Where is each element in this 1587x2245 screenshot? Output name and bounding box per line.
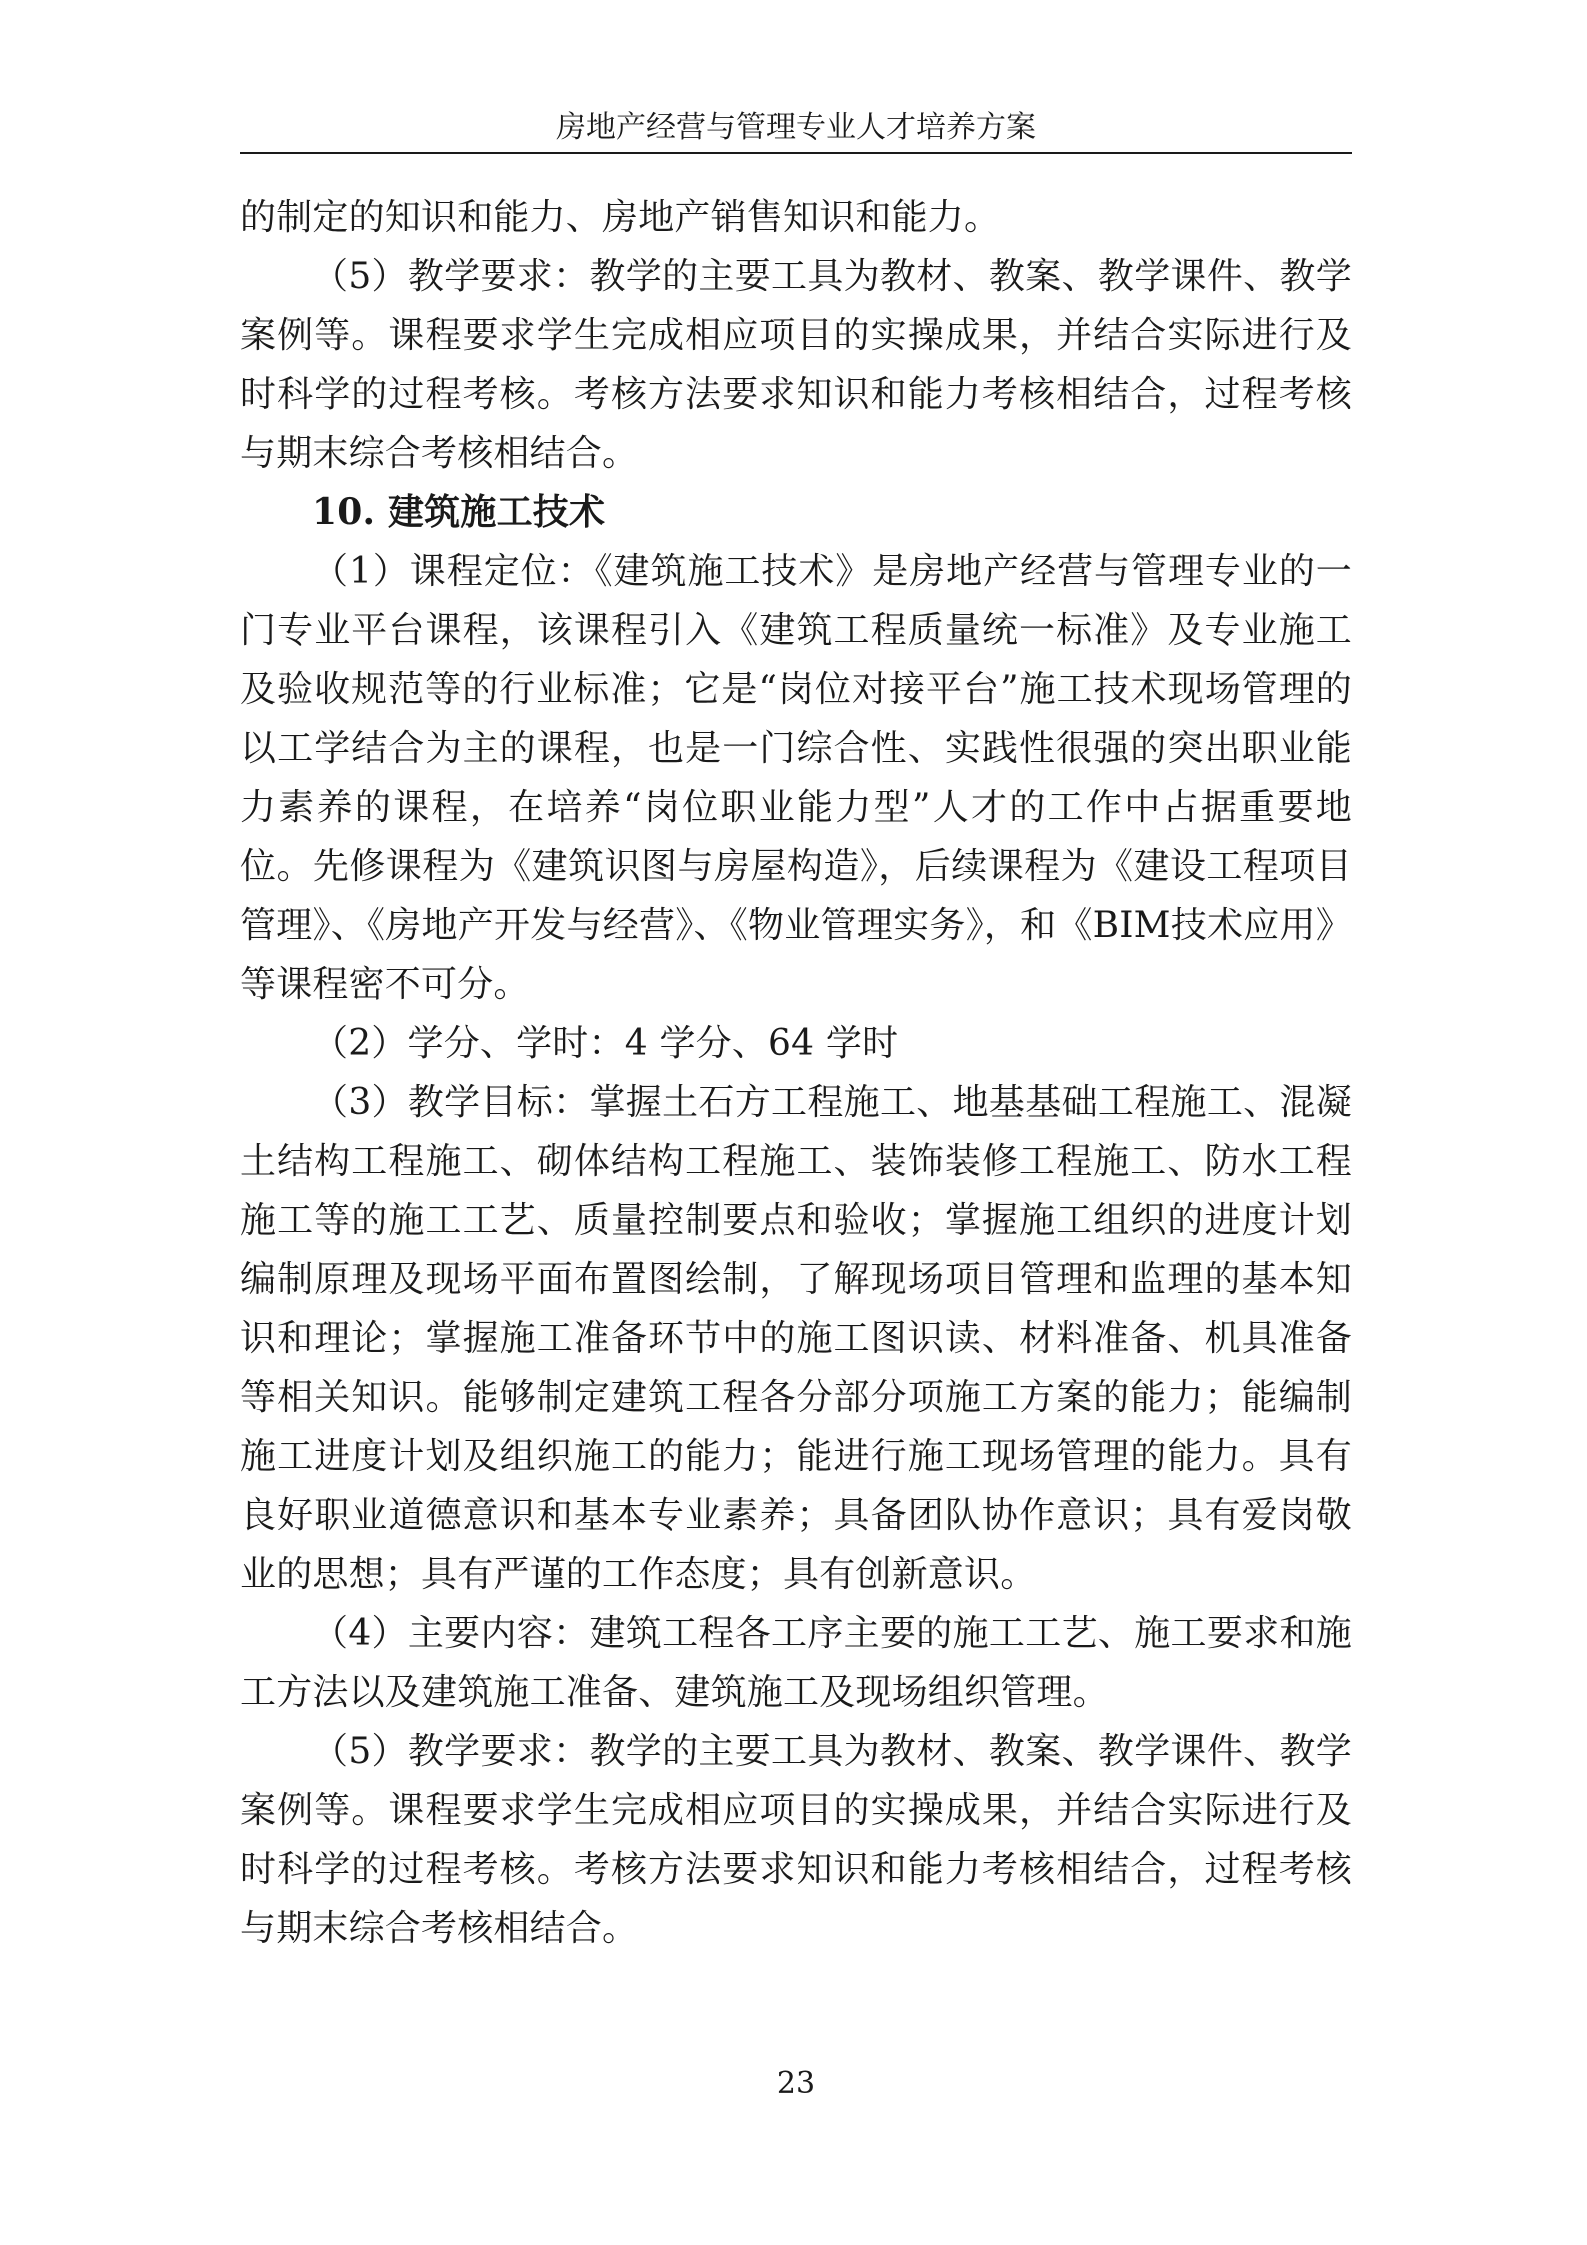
- paragraph-teaching-objectives: （3）教学目标：掌握土石方工程施工、地基基础工程施工、混凝土结构工程施工、砌体结构工程施工、装饰装修工程施工、防水工程施工等的施工工艺、质量控制要点和验收；掌握施工组织的进度计划编制原理及现场平面布置图绘制，了解现场项目管理和监理的基本知识和理论；掌握施工准备环节中的施工图识读、材料准备、机具准备等相关知识。能够制定建筑工程各分部分项施工方案的能力；能编制施工进度计划及组织施工的能力；能进行施工现场管理的能力。具有良好职业道德意识和基本专业素养；具备团队协作意识；具有爱岗敬业的思想；具有严谨的工作态度；具有创新意识。: [240, 1082, 1352, 1595]
- paragraph-teaching-requirements-9: （5）教学要求：教学的主要工具为教材、教案、教学课件、教学案例等。课程要求学生完成相应项目的实操成果，并结合实际进行及时科学的过程考核。考核方法要求知识和能力考核相结合，过程考核与期末综合考核相结合。: [240, 256, 1352, 474]
- page-body: [240, 188, 1352, 1958]
- paragraph-credits-hours: （2）学分、学时：4 学分、64 学时: [312, 1023, 899, 1064]
- page-number: 23: [776, 2066, 816, 2101]
- paragraph-teaching-requirements-10: （5）教学要求：教学的主要工具为教材、教案、教学课件、教学案例等。课程要求学生完成相应项目的实操成果，并结合实际进行及时科学的过程考核。考核方法要求知识和能力考核相结合，过程考核与期末综合考核相结合。: [240, 1731, 1352, 1949]
- paragraph-course-positioning: （1）课程定位：《建筑施工技术》是房地产经营与管理专业的一门专业平台课程，该课程引入《建筑工程质量统一标准》及专业施工及验收规范等的行业标准；它是“岗位对接平台”施工技术现场管理的以工学结合为主的课程，也是一门综合性、实践性很强的突出职业能力素养的课程，在培养“岗位职业能力型”人才的工作中占据重要地位。先修课程为《建筑识图与房屋构造》，后续课程为《建设工程项目管理》、《房地产开发与经营》、《物业管理实务》，和《BIM技术应用》等课程密不可分。: [240, 551, 1352, 1005]
- running-header: 房地产经营与管理专业人才培养方案: [556, 110, 1036, 145]
- section-heading-construction-technology: 10. 建筑施工技术: [312, 491, 606, 533]
- paragraph-main-content: （4）主要内容：建筑工程各工序主要的施工工艺、施工要求和施工方法以及建筑施工准备、建筑施工及现场组织管理。: [240, 1613, 1352, 1713]
- paragraph-continuation: 的制定的知识和能力、房地产销售知识和能力。: [240, 197, 1001, 238]
- header-divider: [240, 152, 1352, 154]
